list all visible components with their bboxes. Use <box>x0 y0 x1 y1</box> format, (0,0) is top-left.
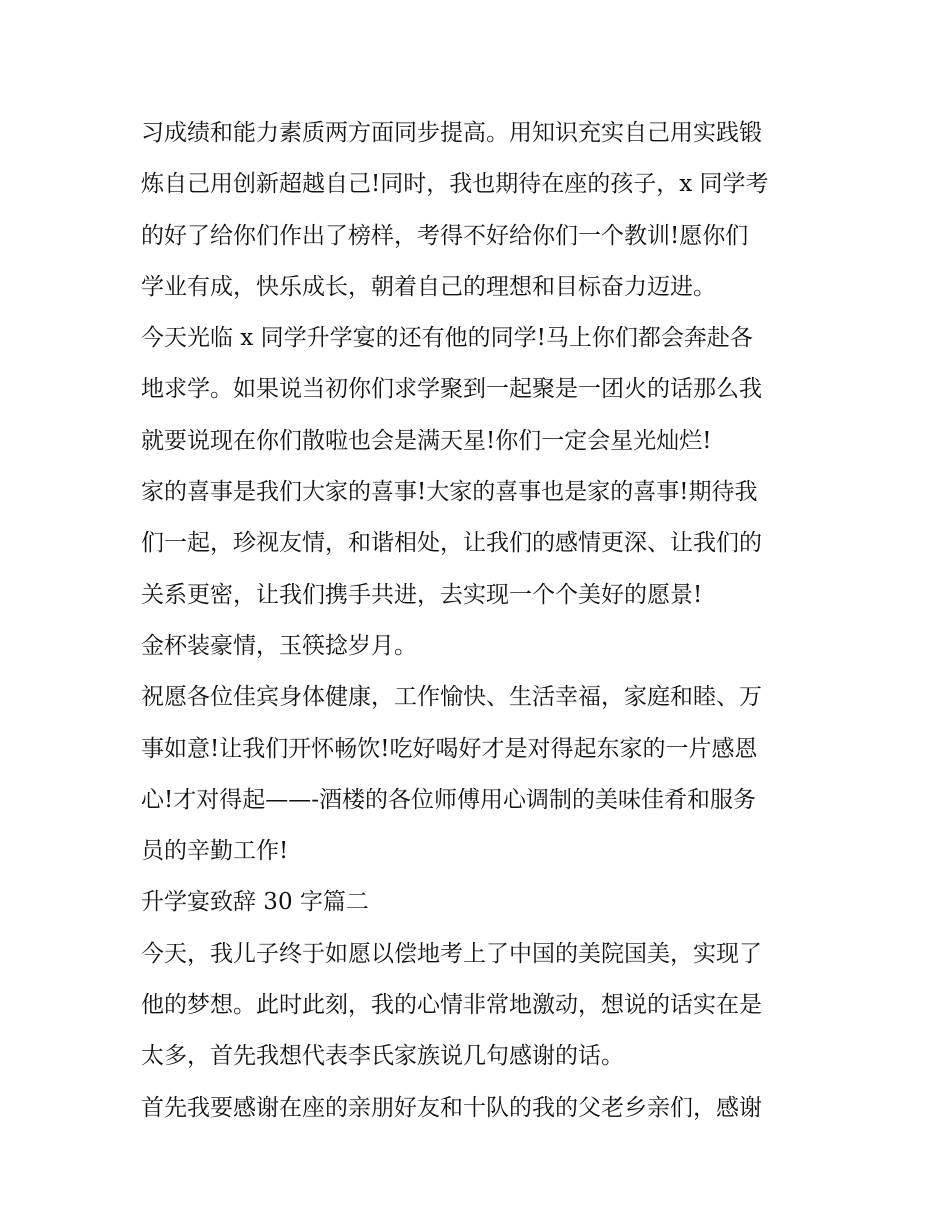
text-line: 地求学。如果说当初你们求学聚到一起聚是一团火的话那么我 <box>141 376 762 403</box>
text-line: 的好了给你们作出了榜样，考得不好给你们一个教训!愿你们 <box>141 222 749 249</box>
section-heading: 升学宴致辞 30 字篇二 <box>141 889 369 916</box>
text-line: 关系更密，让我们携手共进，去实现一个个美好的愿景! <box>141 581 703 608</box>
text-line: 太多，首先我想代表李氏家族说几句感谢的话。 <box>141 1043 624 1070</box>
text-line: 首先我要感谢在座的亲朋好友和十队的我的父老乡亲们，感谢 <box>141 1094 762 1121</box>
text-line: 今天，我儿子终于如愿以偿地考上了中国的美院国美，实现了 <box>141 940 762 967</box>
text-line: 们一起，珍视友情，和谐相处，让我们的感情更深、让我们的 <box>141 530 762 557</box>
text-line: 员的辛勤工作! <box>141 838 289 865</box>
text-line: 今天光临 x 同学升学宴的还有他的同学!马上你们都会奔赴各 <box>141 325 753 352</box>
text-line: 学业有成，快乐成长，朝着自己的理想和目标奋力迈进。 <box>141 273 716 300</box>
text-line: 习成绩和能力素质两方面同步提高。用知识充实自己用实践锻 <box>141 120 762 146</box>
text-line: 炼自己用创新超越自己!同时，我也期待在座的孩子，x 同学考 <box>141 171 769 198</box>
text-line: 家的喜事是我们大家的喜事!大家的喜事也是家的喜事!期待我 <box>141 479 758 506</box>
text-line: 事如意!让我们开怀畅饮!吃好喝好才是对得起东家的一片感恩 <box>141 735 758 762</box>
text-line: 祝愿各位佳宾身体健康，工作愉快、生活幸福，家庭和睦、万 <box>141 684 762 711</box>
text-line: 他的梦想。此时此刻，我的心情非常地激动，想说的话实在是 <box>141 992 762 1019</box>
text-line: 金杯装豪情，玉筷捻岁月。 <box>141 632 417 659</box>
text-line: 心!才对得起——-酒楼的各位师傅用心调制的美味佳肴和服务 <box>141 786 757 813</box>
document-body <box>141 108 816 1134</box>
text-line: 就要说现在你们散啦也会是满天星!你们一定会星光灿烂! <box>141 427 712 454</box>
